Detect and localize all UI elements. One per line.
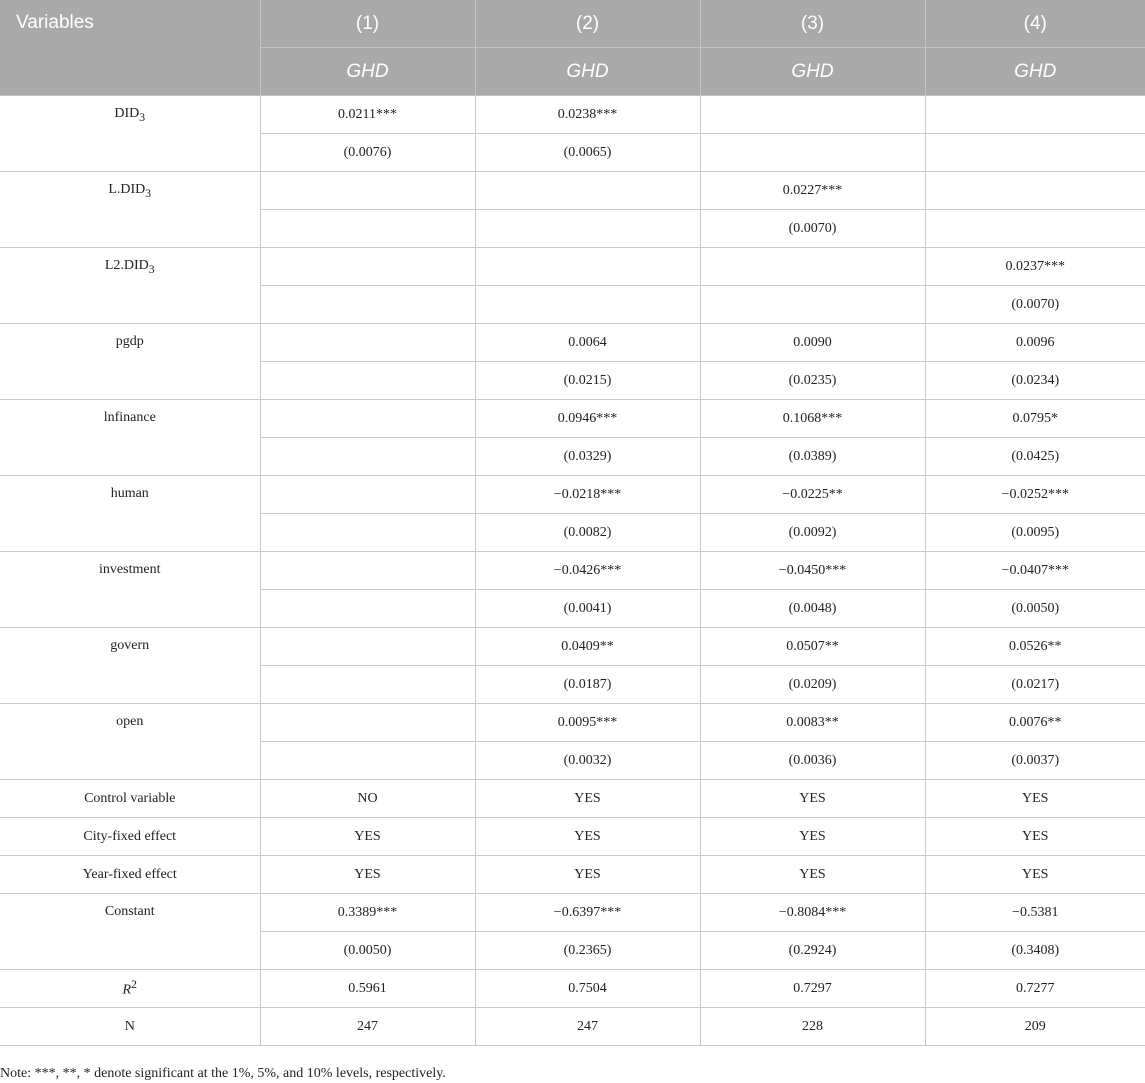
cell-se bbox=[700, 286, 925, 324]
cell-coef: 0.0409** bbox=[475, 628, 700, 666]
row-label-human: human bbox=[0, 476, 260, 552]
cell-se: (0.3408) bbox=[925, 932, 1145, 970]
cell-se bbox=[260, 286, 475, 324]
cell-value: YES bbox=[260, 856, 475, 894]
cell-value: 0.7297 bbox=[700, 970, 925, 1008]
cell-se: (0.0070) bbox=[700, 210, 925, 248]
cell-se bbox=[260, 438, 475, 476]
table-note: Note: ***, **, * denote significant at the 1%, 5%, and 10% levels, respectively. bbox=[0, 1066, 446, 1081]
cell-se: (0.0050) bbox=[925, 590, 1145, 628]
cell-coef bbox=[925, 96, 1145, 134]
row-label-govern: govern bbox=[0, 628, 260, 704]
cell-value: YES bbox=[700, 818, 925, 856]
cell-coef: 0.0795* bbox=[925, 400, 1145, 438]
depvar-col-4: GHD bbox=[925, 48, 1145, 96]
cell-value: 247 bbox=[475, 1008, 700, 1046]
cell-coef: 0.0238*** bbox=[475, 96, 700, 134]
cell-coef: −0.0225** bbox=[700, 476, 925, 514]
cell-coef: 0.0507** bbox=[700, 628, 925, 666]
table-row bbox=[0, 552, 1145, 590]
cell-coef bbox=[260, 476, 475, 514]
header-col-3: (3) bbox=[700, 0, 925, 48]
cell-value: YES bbox=[475, 780, 700, 818]
cell-se: (0.0329) bbox=[475, 438, 700, 476]
cell-value: NO bbox=[260, 780, 475, 818]
header-variables: Variables bbox=[0, 0, 260, 96]
cell-coef: 0.0076** bbox=[925, 704, 1145, 742]
cell-se bbox=[260, 590, 475, 628]
cell-coef bbox=[475, 172, 700, 210]
cell-se bbox=[475, 210, 700, 248]
cell-value: YES bbox=[475, 818, 700, 856]
cell-se bbox=[260, 742, 475, 780]
row-label-year-fe: Year-fixed effect bbox=[0, 856, 260, 894]
cell-se: (0.0036) bbox=[700, 742, 925, 780]
cell-coef: −0.0450*** bbox=[700, 552, 925, 590]
cell-coef: −0.0218*** bbox=[475, 476, 700, 514]
cell-coef: 0.0237*** bbox=[925, 248, 1145, 286]
cell-coef: 0.0526** bbox=[925, 628, 1145, 666]
cell-se: (0.0050) bbox=[260, 932, 475, 970]
row-label-did3: $DID_3$ bbox=[0, 96, 260, 172]
row-label-control: Control variable bbox=[0, 780, 260, 818]
table-row bbox=[0, 248, 1145, 286]
header-col-4: (4) bbox=[925, 0, 1145, 48]
cell-se bbox=[925, 210, 1145, 248]
row-label-open: open bbox=[0, 704, 260, 780]
cell-se: (0.0048) bbox=[700, 590, 925, 628]
cell-coef bbox=[700, 96, 925, 134]
cell-coef: −0.0407*** bbox=[925, 552, 1145, 590]
cell-se: (0.0070) bbox=[925, 286, 1145, 324]
cell-se bbox=[260, 666, 475, 704]
cell-coef bbox=[260, 172, 475, 210]
row-label-constant: Constant bbox=[0, 894, 260, 970]
cell-coef: −0.5381 bbox=[925, 894, 1145, 932]
cell-coef: −0.6397*** bbox=[475, 894, 700, 932]
cell-se: (0.2924) bbox=[700, 932, 925, 970]
cell-se: (0.0082) bbox=[475, 514, 700, 552]
table-row bbox=[0, 856, 1145, 894]
cell-coef: 0.0211*** bbox=[260, 96, 475, 134]
row-label-l-did3: $L.DID_3$ bbox=[0, 172, 260, 248]
table-row bbox=[0, 894, 1145, 932]
cell-value: YES bbox=[925, 818, 1145, 856]
cell-coef: −0.0426*** bbox=[475, 552, 700, 590]
header-col-2: (2) bbox=[475, 0, 700, 48]
table-row bbox=[0, 628, 1145, 666]
cell-coef: 0.1068*** bbox=[700, 400, 925, 438]
cell-se: (0.0215) bbox=[475, 362, 700, 400]
cell-se bbox=[700, 134, 925, 172]
cell-se: (0.0187) bbox=[475, 666, 700, 704]
cell-se bbox=[260, 362, 475, 400]
table-row bbox=[0, 400, 1145, 438]
table-row bbox=[0, 172, 1145, 210]
cell-coef bbox=[260, 324, 475, 362]
cell-value: YES bbox=[700, 856, 925, 894]
cell-coef bbox=[260, 704, 475, 742]
cell-value: YES bbox=[260, 818, 475, 856]
cell-value: 247 bbox=[260, 1008, 475, 1046]
row-label-city-fe: City-fixed effect bbox=[0, 818, 260, 856]
row-label-investment: investment bbox=[0, 552, 260, 628]
cell-coef: 0.0946*** bbox=[475, 400, 700, 438]
depvar-col-2: GHD bbox=[475, 48, 700, 96]
cell-se bbox=[260, 514, 475, 552]
cell-value: YES bbox=[700, 780, 925, 818]
depvar-col-1: GHD bbox=[260, 48, 475, 96]
cell-se: (0.0095) bbox=[925, 514, 1145, 552]
cell-value: 228 bbox=[700, 1008, 925, 1046]
row-label-pgdp: pgdp bbox=[0, 324, 260, 400]
cell-se bbox=[260, 210, 475, 248]
cell-coef: 0.0090 bbox=[700, 324, 925, 362]
cell-se: (0.0041) bbox=[475, 590, 700, 628]
cell-coef: 0.0227*** bbox=[700, 172, 925, 210]
table-row bbox=[0, 324, 1145, 362]
table-row bbox=[0, 970, 1145, 1008]
cell-coef bbox=[700, 248, 925, 286]
cell-coef bbox=[925, 172, 1145, 210]
cell-value: 0.7504 bbox=[475, 970, 700, 1008]
row-label-l2-did3: $L2.DID_3$ bbox=[0, 248, 260, 324]
table-row bbox=[0, 704, 1145, 742]
table-row bbox=[0, 96, 1145, 134]
cell-coef bbox=[260, 400, 475, 438]
row-label-lnfinance: lnfinance bbox=[0, 400, 260, 476]
cell-se: (0.0065) bbox=[475, 134, 700, 172]
table-row bbox=[0, 476, 1145, 514]
cell-value: YES bbox=[925, 856, 1145, 894]
cell-value: 0.7277 bbox=[925, 970, 1145, 1008]
cell-se: (0.0032) bbox=[475, 742, 700, 780]
cell-coef: −0.0252*** bbox=[925, 476, 1145, 514]
cell-value: 0.5961 bbox=[260, 970, 475, 1008]
cell-se: (0.0092) bbox=[700, 514, 925, 552]
cell-se bbox=[475, 286, 700, 324]
header-col-1: (1) bbox=[260, 0, 475, 48]
row-label-n: N bbox=[0, 1008, 260, 1046]
cell-se bbox=[925, 134, 1145, 172]
cell-se: (0.0425) bbox=[925, 438, 1145, 476]
cell-se: (0.0037) bbox=[925, 742, 1145, 780]
cell-se: (0.2365) bbox=[475, 932, 700, 970]
cell-coef bbox=[260, 552, 475, 590]
cell-coef: 0.0095*** bbox=[475, 704, 700, 742]
table-row bbox=[0, 818, 1145, 856]
table-row bbox=[0, 1008, 1145, 1046]
cell-se: (0.0217) bbox=[925, 666, 1145, 704]
table-row bbox=[0, 780, 1145, 818]
cell-value: YES bbox=[475, 856, 700, 894]
cell-se: (0.0389) bbox=[700, 438, 925, 476]
cell-value: YES bbox=[925, 780, 1145, 818]
cell-se: (0.0235) bbox=[700, 362, 925, 400]
header-row bbox=[0, 0, 1145, 48]
cell-coef: 0.0064 bbox=[475, 324, 700, 362]
cell-coef: −0.8084*** bbox=[700, 894, 925, 932]
row-label-r2: $R^2$ bbox=[0, 970, 260, 1008]
cell-se: (0.0234) bbox=[925, 362, 1145, 400]
cell-se: (0.0076) bbox=[260, 134, 475, 172]
cell-coef: 0.3389*** bbox=[260, 894, 475, 932]
cell-coef bbox=[260, 248, 475, 286]
cell-coef bbox=[475, 248, 700, 286]
cell-coef: 0.0096 bbox=[925, 324, 1145, 362]
cell-coef: 0.0083** bbox=[700, 704, 925, 742]
cell-coef bbox=[260, 628, 475, 666]
cell-value: 209 bbox=[925, 1008, 1145, 1046]
cell-se: (0.0209) bbox=[700, 666, 925, 704]
depvar-col-3: GHD bbox=[700, 48, 925, 96]
